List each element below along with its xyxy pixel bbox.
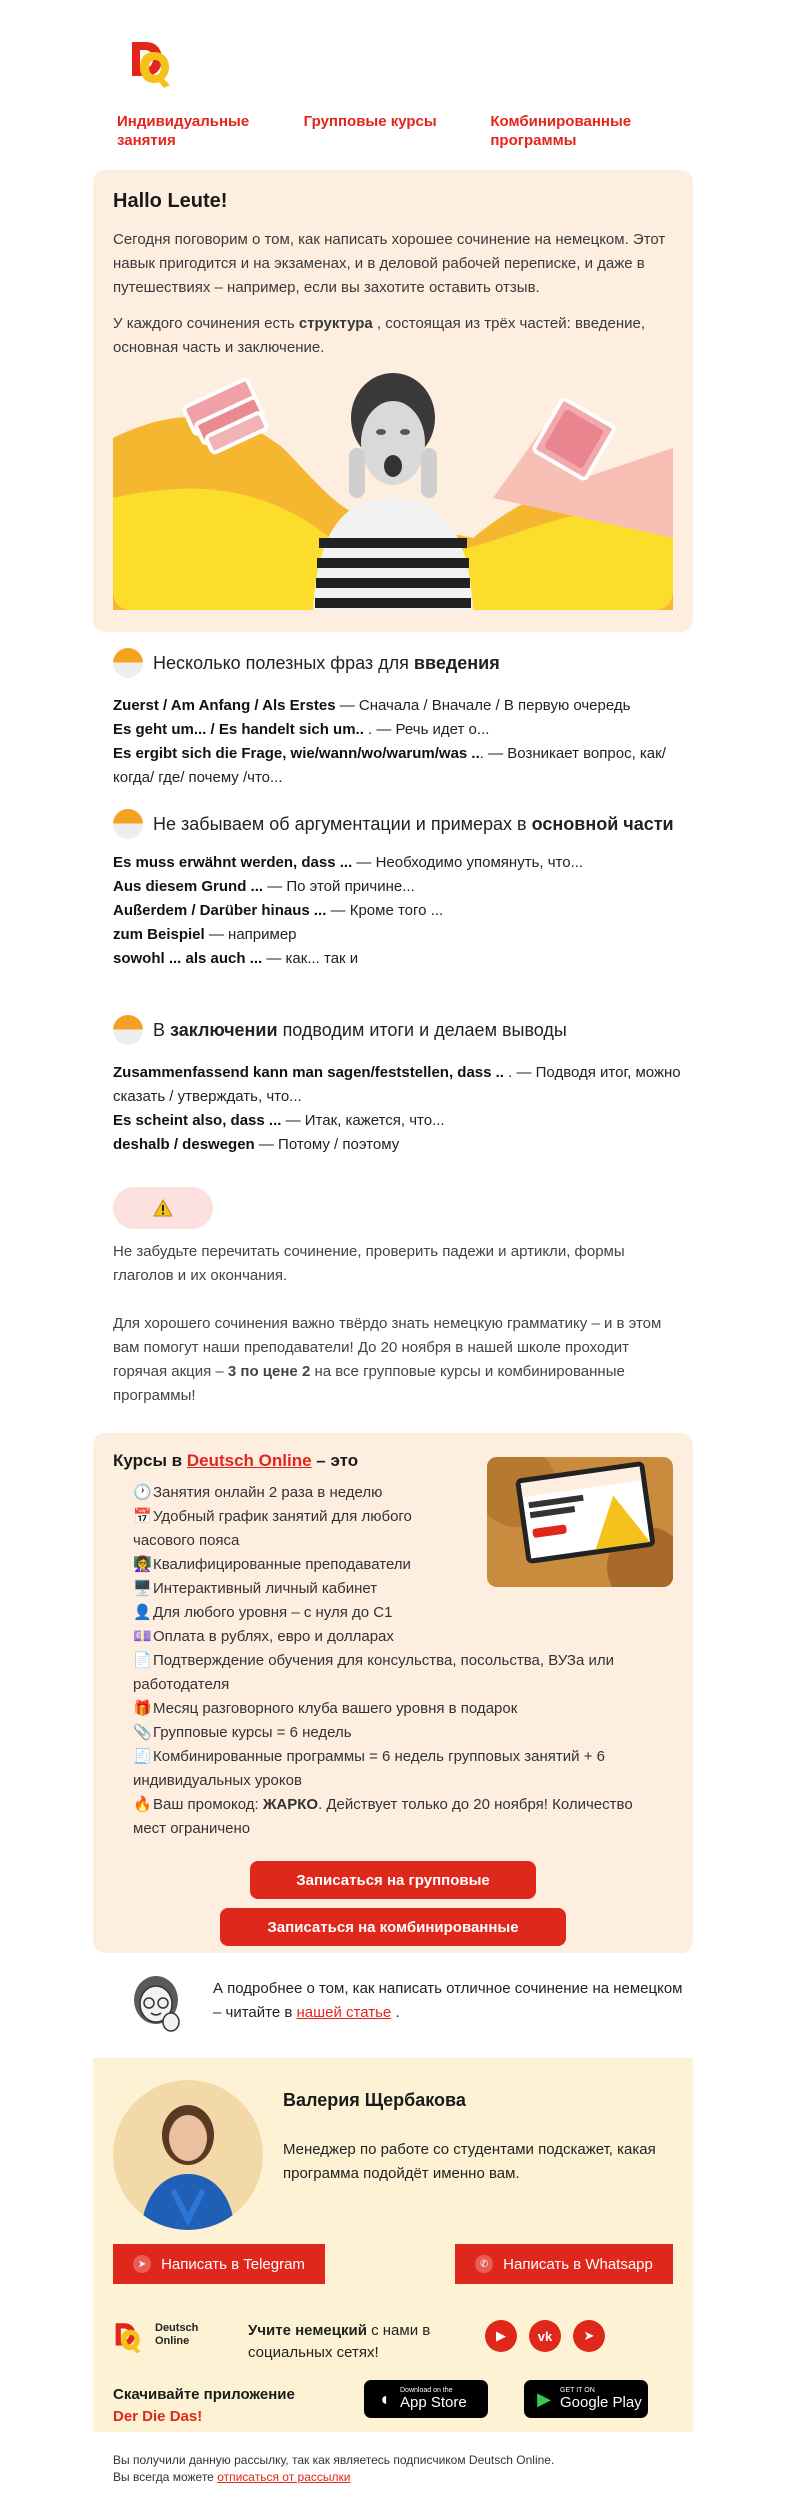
phrase-item: Außerdem / Darüber hinaus ... — Кроме того ... [113,902,444,919]
intro-paragraph: Сегодня поговорим о том, как написать хорошее сочинение на немецком. Этот навык пригодится и на экзаменах, и в деловой рабочей переписке, и даже в путешествиях – например, если вы захотите оставить отзыв. [113,231,666,296]
section-heading: Не забываем об аргументации и примерах в основной части [113,811,693,839]
unsubscribe-link[interactable]: отписаться от рассылки [217,2470,351,2484]
google-play-icon: ▶ [537,2388,551,2409]
google-play-badge[interactable]: ▶ GET IT ON Google Play [524,2380,648,2418]
phrase-item: deshalb / deswegen — Потому / поэтому [113,1136,400,1153]
phrase-item: zum Beispiel — например [113,926,297,943]
phrase-item: Zuerst / Am Anfang / Als Erstes — Сначала / Вначале / В первую очередь [113,697,631,714]
feature-item: 🧾Комбинированные программы = 6 недель групповых занятий + 6 индивидуальных уроков [133,1748,605,1789]
manager-description: Менеджер по работе со студентами подскажет, какая программа подойдёт именно вам. [283,2141,656,2182]
feature-item: 👩‍🏫Квалифицированные преподаватели [133,1556,411,1573]
note-icon [113,648,143,678]
note-icon [113,1015,143,1045]
warning-badge [113,1187,213,1229]
nav-individual[interactable]: Индивидуальные занятия [117,113,250,149]
app-name: Der Die Das! [113,2408,203,2425]
phrase-item: Aus diesem Grund ... — По этой причине... [113,878,415,895]
phrase-item: Es muss erwähnt werden, dass ... — Необходимо упомянуть, что... [113,854,584,871]
article-link[interactable]: нашей статье [296,2004,392,2021]
reminder-text: Не забудьте перечитать сочинение, проверить падежи и артикли, формы глаголов и их окончания. [113,1243,625,1284]
whatsapp-button[interactable]: ✆ Написать в Whatsapp [455,2244,673,2284]
feature-item: 🎁Месяц разговорного клуба вашего уровня в подарок [133,1700,518,1717]
warning-icon [153,1199,173,1217]
phrase-item: sowohl ... als auch ... — как... так и [113,950,359,967]
surprised-woman-photo [313,373,473,610]
promo-text: Для хорошего сочинения важно твёрдо знать немецкую грамматику – и в этом вам помогут наши преподаватели! До 20 ноября в нашей школе проходит горячая акция – 3 по цене 2 на все групповые курсы и комбинированные программы! [113,1315,662,1404]
manager-card [93,2058,693,2432]
section-introduction [113,650,693,790]
phrase-list [113,694,693,790]
top-nav [117,112,677,150]
app-store-badge[interactable]: ◖ Download on the App Store [364,2380,488,2418]
feature-item: 📎Групповые курсы = 6 недель [133,1724,352,1741]
feature-item: 📄Подтверждение обучения для консульства, посольства, ВУЗа или работодателя [133,1652,615,1693]
section-conclusion [113,1017,693,1157]
deutsch-online-small-logo[interactable]: Deutsch Online [113,2320,203,2356]
phrase-item: Es geht um... / Es handelt sich um.. . — Речь идет о... [113,721,490,738]
promo-code-item: 🔥Ваш промокод: ЖАРКО. Действует только до 20 ноября! Количество мест ограничено [133,1796,633,1837]
phrase-item: Zusammenfassend kann man sagen/feststellen, dass .. . — Подводя итог, можно сказать / утверждать, что... [113,1064,681,1105]
phrase-item: Es ergibt sich die Frage, wie/wann/wo/warum/was ... — Возникает вопрос, как/ когда/ где/ почему /что... [113,745,666,786]
intro-card [93,170,693,632]
deutsch-online-logo[interactable] [128,38,180,88]
courses-heading: Курсы в Deutsch Online – это [113,1451,359,1470]
phrase-item: Es scheint also, dass ... — Итак, кажется, что... [113,1112,445,1129]
app-promo-text: Скачивайте приложение Der Die Das! [113,2384,295,2428]
manager-photo [113,2080,263,2230]
brand-link[interactable]: Deutsch Online [186,1451,312,1470]
feature-item: 👤Для любого уровня – с нуля до C1 [133,1604,393,1621]
feature-item: 📅Удобный график занятий для любого часового пояса [133,1508,412,1549]
section-heading: В заключении подводим итоги и делаем выводы [113,1017,693,1045]
structure-paragraph: У каждого сочинения есть структура , состоящая из трёх частей: введение, основная часть и заключение. [113,315,645,356]
nav-group-courses[interactable]: Групповые курсы [303,113,437,130]
article-text: А подробнее о том, как написать отличное сочинение на немецком – читайте в нашей статье . [213,1980,683,2021]
phrase-list [113,851,693,971]
section-main-part [113,811,693,971]
enroll-combined-button[interactable]: Записаться на комбинированные [220,1908,566,1946]
telegram-button[interactable]: ➤ Написать в Telegram [113,2244,325,2284]
vk-icon[interactable]: vk [529,2320,561,2352]
whatsapp-icon: ✆ [475,2255,493,2273]
telegram-icon: ➤ [133,2255,151,2273]
note-icon [113,809,143,839]
manager-name: Валерия Щербакова [283,2090,466,2110]
courses-card [93,1433,693,1953]
girl-avatar-illustration [129,1972,183,2036]
phrase-list [113,1061,693,1157]
footer [113,2452,713,2486]
nav-combined[interactable]: Комбинированные программы [490,113,632,149]
youtube-icon[interactable]: ▶ [485,2320,517,2352]
social-text: Учите немецкий с нами в социальных сетях! [248,2322,431,2361]
feature-list [133,1481,663,1841]
telegram-icon[interactable]: ➤ [573,2320,605,2352]
feature-item: 🕐Занятия онлайн 2 раза в неделю [133,1484,383,1501]
apple-icon: ◖ [378,2388,390,2409]
hero-image [113,368,673,610]
section-heading: Несколько полезных фраз для введения [113,650,693,678]
enroll-group-button[interactable]: Записаться на групповые [250,1861,536,1899]
feature-item: 🖥️Интерактивный личный кабинет [133,1580,378,1597]
greeting-heading: Hallo Leute! [113,190,228,212]
footer-unsubscribe-line: Вы всегда можете отписаться от рассылки [113,2470,351,2484]
feature-item: 💷Оплата в рублях, евро и долларах [133,1628,394,1645]
footer-subscription-note: Вы получили данную рассылку, так как являетесь подписчиком Deutsch Online. [113,2453,555,2467]
